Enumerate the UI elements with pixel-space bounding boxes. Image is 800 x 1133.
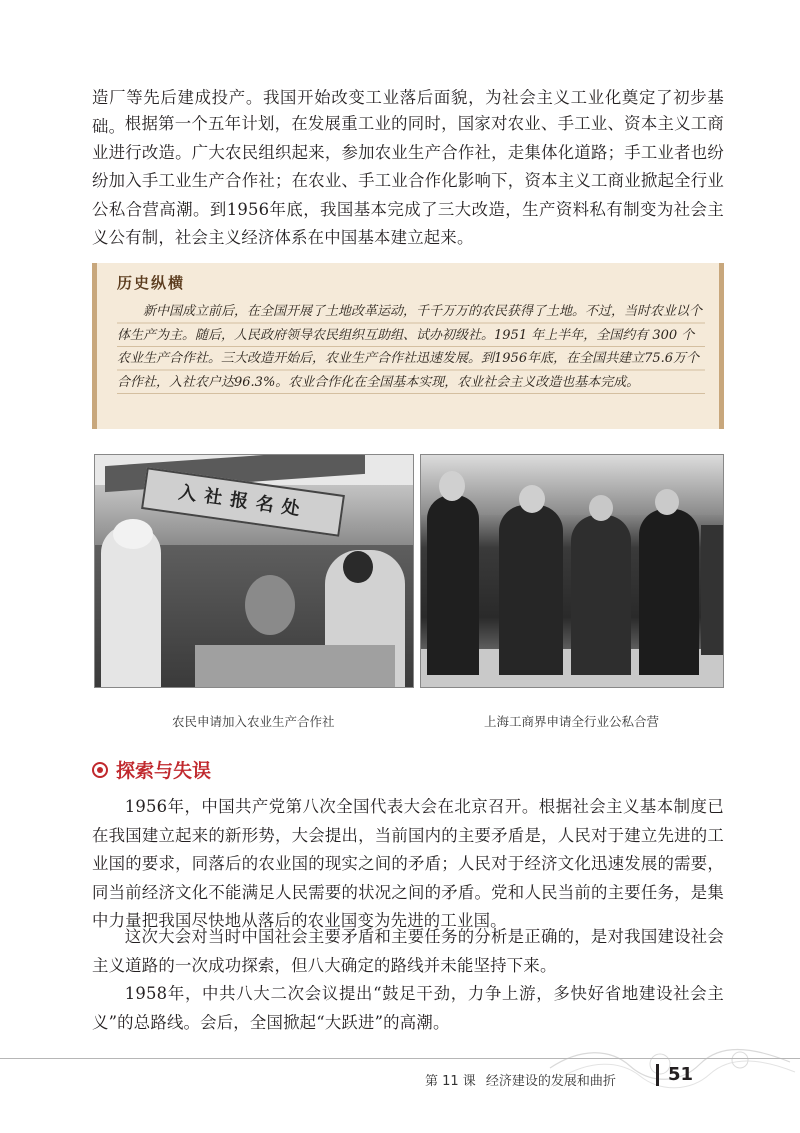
history-box-text: 新中国成立前后，在全国开展了土地改革运动，千千万万的农民获得了土地。不过，当时农业以个体生产为主。随后，人民政府领导农民组织互助组、试办初级社。1951 年上半年，全国约有 300 个农业生产合作社。三大改造开始后，农业生产合作社迅速发展。到1956年底，在全国共建立75.6万个合作社，入社农户达96.3%。农业合作化在全国基本实现，农业社会主义改造也基本完成。 bbox=[117, 300, 705, 394]
footer-separator-bar bbox=[656, 1064, 659, 1086]
paragraph-industry-end: 造厂等先后建成投产。我国开始改变工业落后面貌，为社会主义工业化奠定了初步基础。 bbox=[92, 88, 724, 136]
cooperative-sign: 入社报名处 bbox=[141, 467, 345, 536]
paragraph-five-year-plan: 根据第一个五年计划，在发展重工业的同时，国家对农业、手工业、资本主义工商业进行改造。广大农民组织起来，参加农业生产合作社，走集体化道路；手工业者也纷纷加入手工业生产合作社；在农业、手工业合作化影响下，资本主义工商业掀起全行业公私合营高潮。到1956年底，我国基本完成了三大改造，生产资料私有制变为社会主义公有制，社会主义经济体系在中国基本建立起来。 bbox=[92, 114, 724, 247]
footer-lesson-title: 经济建设的发展和曲折 bbox=[485, 1074, 616, 1089]
footer-lesson-label bbox=[425, 1070, 626, 1089]
paragraph-great-leap: 1958年，中共八大二次会议提出“鼓足干劲，力争上游，多快好省地建设社会主义”的总路线。会后，全国掀起“大跃进”的高潮。 bbox=[92, 984, 724, 1032]
history-box-title: 历史纵横 bbox=[117, 274, 186, 292]
photo-farmers-joining-cooperative bbox=[94, 454, 414, 688]
footer-lesson-number: 第 11 课 bbox=[425, 1074, 476, 1089]
photo-shanghai-merchants-procession bbox=[420, 454, 724, 688]
paragraph-congress-analysis: 这次大会对当时中国社会主要矛盾和主要任务的分析是正确的，是对我国建设社会主义道路的一次成功探索，但八大确定的路线并未能坚持下来。 bbox=[92, 927, 724, 975]
page-number: 51 bbox=[668, 1064, 694, 1085]
section-title: 探索与失误 bbox=[116, 760, 212, 782]
target-circle-icon bbox=[92, 762, 108, 778]
section-heading bbox=[92, 756, 211, 783]
caption-left-photo: 农民申请加入农业生产合作社 bbox=[172, 714, 335, 729]
paragraph-eighth-congress: 1956年，中国共产党第八次全国代表大会在北京召开。根据社会主义基本制度已在我国建立起来的新形势，大会提出，当前国内的主要矛盾是，人民对于建立先进的工业国的要求，同落后的农业国的现实之间的矛盾；人民对于经济文化迅速发展的需要，同当前经济文化不能满足人民需要的状况之间的矛盾。党和人民当前的主要任务，是集中力量把我国尽快地从落后的农业国变为先进的工业国。 bbox=[92, 797, 724, 930]
footer-divider bbox=[0, 1058, 800, 1059]
caption-right-photo: 上海工商界申请全行业公私合营 bbox=[484, 714, 660, 729]
history-sidebar-box bbox=[92, 263, 724, 429]
